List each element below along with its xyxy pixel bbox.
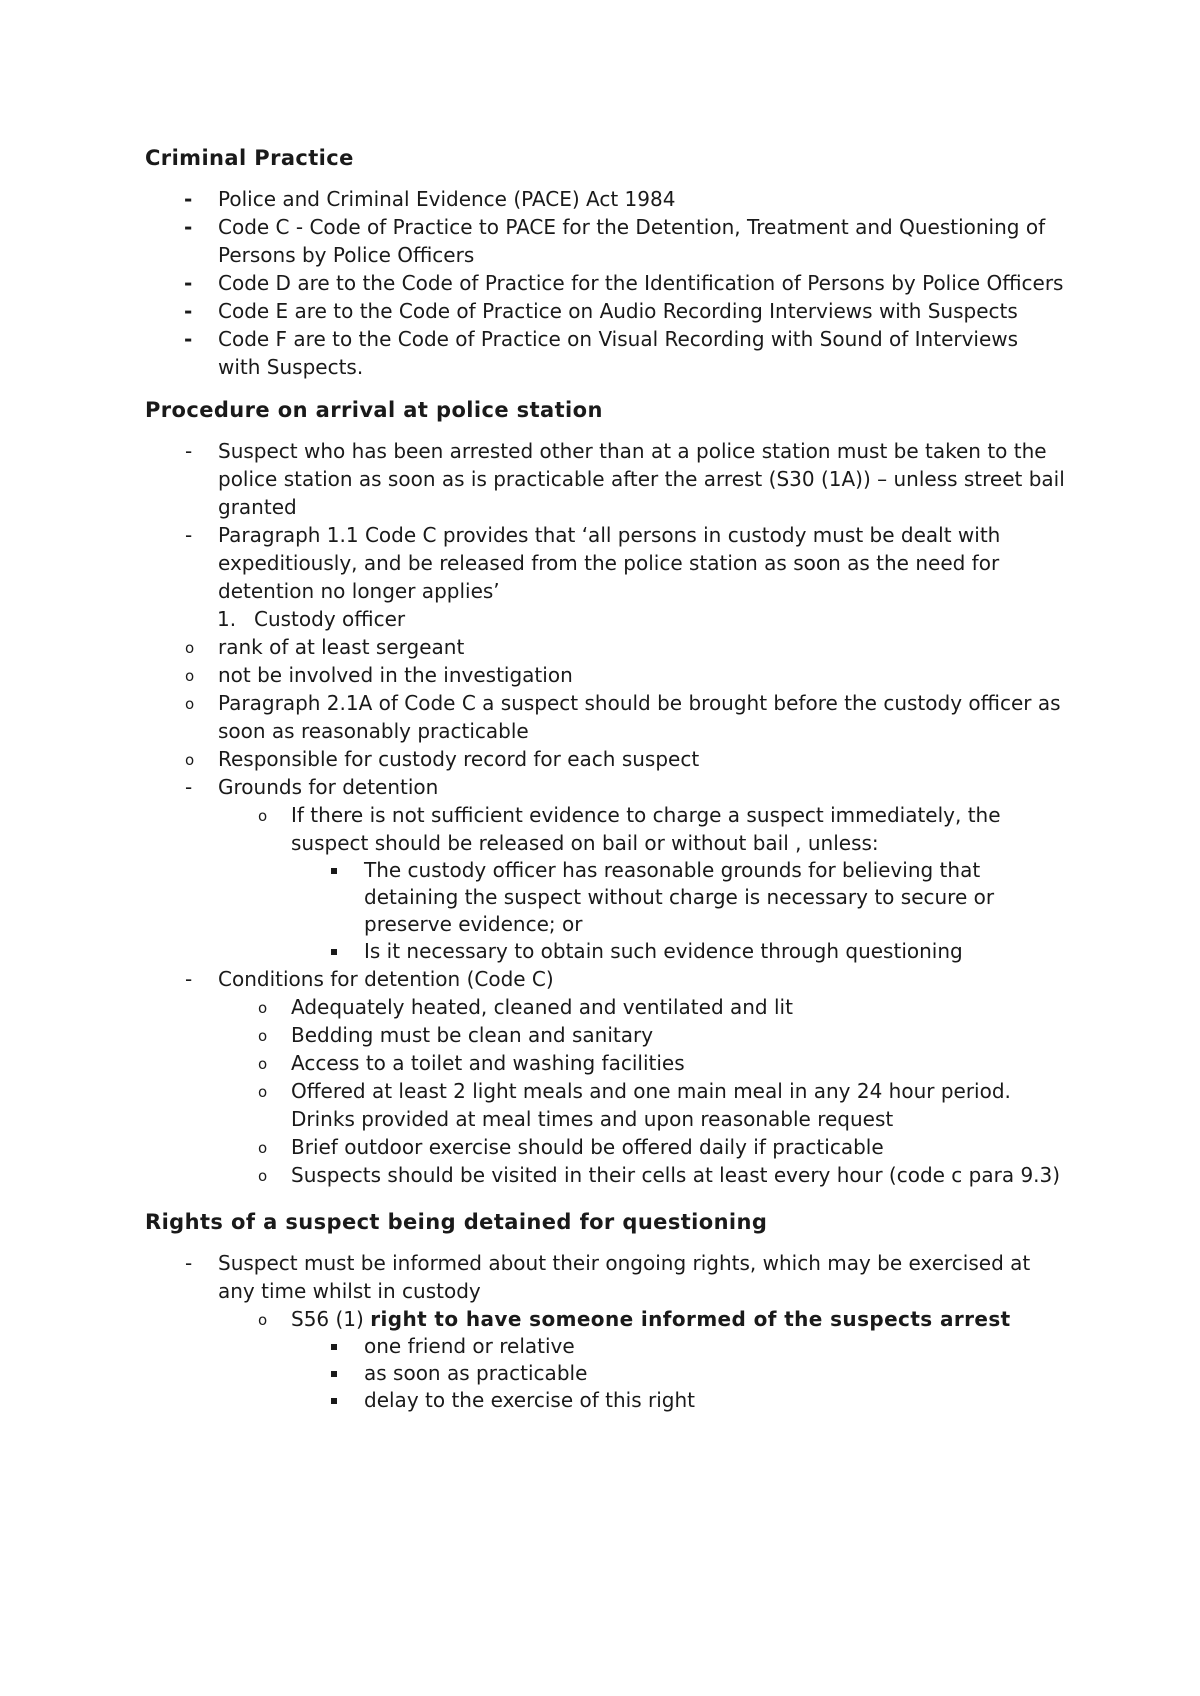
list-item: o Adequately heated, cleaned and ventilated and lit bbox=[218, 993, 1065, 1021]
heading-criminal-practice: Criminal Practice bbox=[145, 146, 354, 170]
list-item: - Code C - Code of Practice to PACE for the Detention, Treatment and Questioning of Persons by Police Officers bbox=[145, 213, 1065, 269]
list-item: The custody officer has reasonable grounds for believing that detaining the suspect without charge is necessary to secure or preserve evidence; or bbox=[291, 857, 1065, 938]
heading-procedure-on-arrival: Procedure on arrival at police station bbox=[145, 398, 603, 422]
grounds-points bbox=[218, 801, 1065, 965]
custody-officer-item bbox=[217, 605, 1065, 633]
right-subpoints bbox=[291, 1333, 1065, 1414]
list-item bbox=[218, 801, 1065, 965]
heading-rights-of-suspect: Rights of a suspect being detained for questioning bbox=[145, 1210, 768, 1234]
grounds-label: Grounds for detention bbox=[218, 775, 439, 799]
list-item: Is it necessary to obtain such evidence through questioning bbox=[291, 938, 1065, 965]
rights-intro: Suspect must be informed about their ongoing rights, which may be exercised at any time whilst in custody bbox=[218, 1251, 1031, 1303]
list-item-text: Paragraph 1.1 Code C provides that ‘all persons in custody must be dealt with expeditiously, and be released from the police station as soon as the need for detention no longer applies’ bbox=[218, 523, 1001, 603]
list-item: - Code F are to the Code of Practice on Visual Recording with Sound of Interviews with Suspects. bbox=[145, 325, 1065, 381]
right-bold-text: right to have someone informed of the suspects arrest bbox=[370, 1307, 1011, 1331]
rights-points bbox=[218, 1305, 1065, 1414]
list-item: - Code D are to the Code of Practice for the Identification of Persons by Police Officers bbox=[145, 269, 1065, 297]
numbered-list bbox=[218, 605, 1065, 633]
list-item: - Code E are to the Code of Practice on Audio Recording Interviews with Suspects bbox=[145, 297, 1065, 325]
list-item: one friend or relative bbox=[291, 1333, 1065, 1360]
list-item: o Bedding must be clean and sanitary bbox=[218, 1021, 1065, 1049]
procedure-list bbox=[145, 437, 1065, 1189]
list-item bbox=[218, 1305, 1065, 1414]
conditions-points bbox=[218, 993, 1065, 1189]
rights-list bbox=[145, 1249, 1065, 1414]
right-prefix: S56 (1) bbox=[291, 1307, 371, 1331]
list-item bbox=[145, 773, 1065, 965]
list-item: - Police and Criminal Evidence (PACE) Act 1984 bbox=[145, 185, 1065, 213]
list-item: - Suspect who has been arrested other than at a police station must be taken to the police station as soon as is practicable after the arrest (S30 (1A)) – unless street bail granted bbox=[145, 437, 1065, 521]
grounds-point-text: If there is not sufficient evidence to charge a suspect immediately, the suspect should be released on bail or without bail , unless: bbox=[291, 803, 1001, 855]
pace-codes-list bbox=[145, 185, 1065, 381]
list-item: o Brief outdoor exercise should be offered daily if practicable bbox=[218, 1133, 1065, 1161]
list-item: o not be involved in the investigation bbox=[145, 661, 1065, 689]
custody-officer-label: Custody officer bbox=[254, 607, 406, 631]
list-item: o Offered at least 2 light meals and one main meal in any 24 hour period. Drinks provided at meal times and upon reasonable request bbox=[218, 1077, 1065, 1133]
list-item bbox=[145, 1249, 1065, 1414]
list-item: o Access to a toilet and washing facilities bbox=[218, 1049, 1065, 1077]
custody-officer-points bbox=[145, 633, 1065, 773]
list-item: o Responsible for custody record for each suspect bbox=[145, 745, 1065, 773]
list-item: o Paragraph 2.1A of Code C a suspect should be brought before the custody officer as soon as reasonably practicable bbox=[145, 689, 1065, 745]
grounds-subpoints bbox=[291, 857, 1065, 965]
document-body bbox=[145, 143, 1065, 1414]
list-item: o Suspects should be visited in their cells at least every hour (code c para 9.3) bbox=[218, 1161, 1065, 1189]
list-item: o rank of at least sergeant bbox=[145, 633, 1065, 661]
list-item: delay to the exercise of this right bbox=[291, 1387, 1065, 1414]
list-item: as soon as practicable bbox=[291, 1360, 1065, 1387]
list-item bbox=[145, 521, 1065, 773]
list-item bbox=[145, 965, 1065, 1189]
conditions-label: Conditions for detention (Code C) bbox=[218, 967, 554, 991]
